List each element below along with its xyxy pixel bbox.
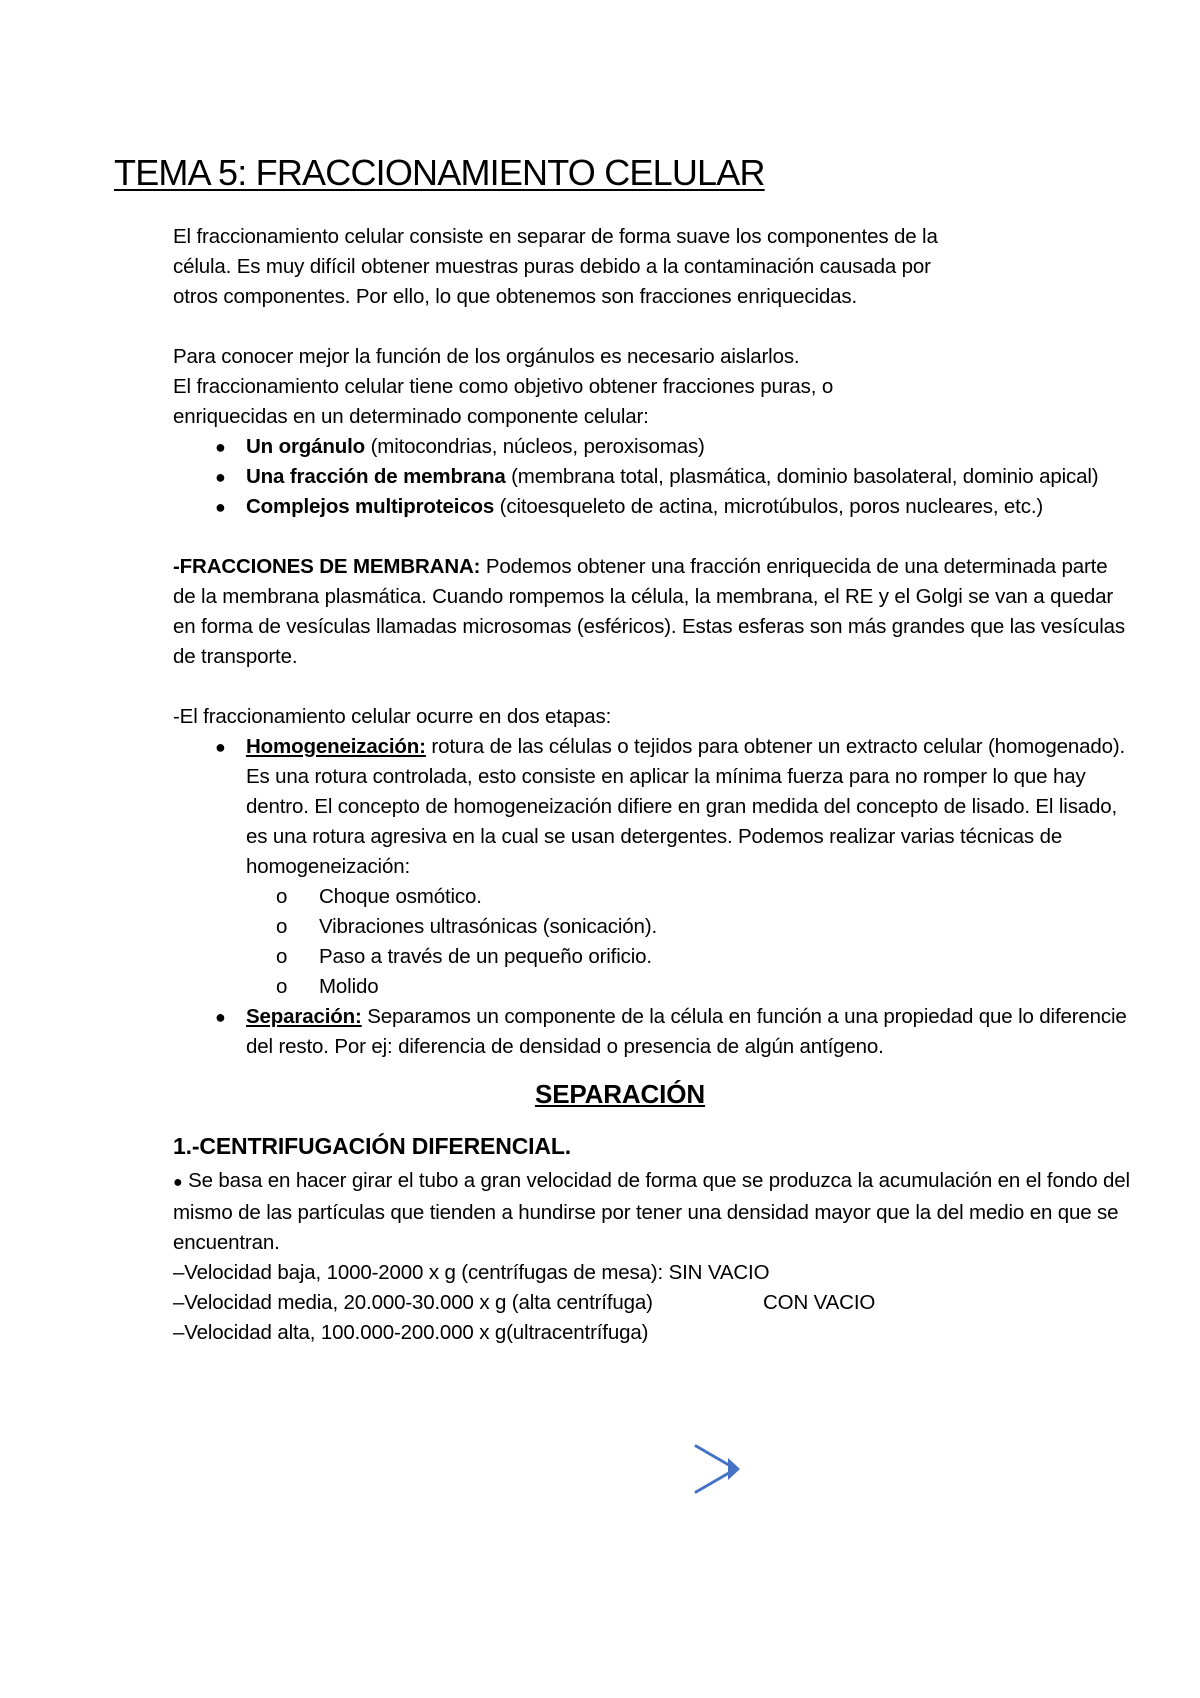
intro-line: célula. Es muy difícil obtener muestras puras debido a la contaminación causada por (173, 255, 931, 278)
list-item (173, 462, 1133, 492)
list-item (173, 492, 1133, 522)
item-bold: Complejos multiproteicos (246, 495, 495, 518)
purpose-line: Para conocer mejor la función de los orgánulos es necesario aislarlos. (173, 345, 800, 368)
technique-text: Vibraciones ultrasónicas (sonicación). (319, 915, 658, 938)
technique-text: Paso a través de un pequeño orificio. (319, 945, 652, 968)
stage-label: Homogeneización: (246, 735, 426, 758)
list-item (246, 882, 1133, 912)
item-text: (membrana total, plasmática, dominio basolateral, dominio apical) (505, 465, 1099, 488)
technique-text: Choque osmótico. (319, 885, 482, 908)
membrane-paragraph (173, 552, 1133, 672)
speed-row (173, 1318, 1133, 1348)
circle-bullet-icon: o (276, 885, 288, 908)
components-list (173, 432, 1133, 522)
techniques-list (246, 882, 1133, 1002)
vacuum-note: CON VACIO (763, 1291, 876, 1314)
list-item (246, 942, 1133, 972)
centrifugation-text: Se basa en hacer girar el tubo a gran velocidad de forma que se produzca la acumulación en el fondo del mismo de las partículas que tienden a hundirse por tener una densidad mayor que la del medio en que se encuentran. (173, 1169, 1130, 1254)
page-title: TEMA 5: FRACCIONAMIENTO CELULAR (114, 152, 765, 193)
stage-text: Separamos un componente de la célula en función a una propiedad que lo diferencie del resto. Por ej: diferencia de densidad o presencia de algún antígeno. (246, 1005, 1127, 1058)
circle-bullet-icon: o (276, 915, 288, 938)
bullet-icon: ● (215, 737, 226, 757)
bullet-icon: ● (215, 1007, 226, 1027)
speed-text: –Velocidad media, 20.000-30.000 x g (alta centrífuga) (173, 1291, 653, 1314)
bullet-icon: ● (215, 437, 226, 457)
intro-line: otros componentes. Por ello, lo que obtenemos son fracciones enriquecidas. (173, 285, 858, 308)
document-body (173, 222, 1133, 1348)
speed-text: –Velocidad alta, 100.000-200.000 x g(ultracentrífuga) (173, 1321, 649, 1344)
bullet-icon: ● (215, 467, 226, 487)
list-item (173, 732, 1133, 1002)
purpose-line: enriquecidas en un determinado componente celular: (173, 405, 649, 428)
membrane-label: -FRACCIONES DE MEMBRANA: (173, 555, 481, 578)
speed-row (173, 1258, 1133, 1288)
item-bold: Un orgánulo (246, 435, 366, 458)
list-item (246, 972, 1133, 1002)
bracket-arrow-icon (694, 1442, 746, 1504)
section-heading: SEPARACIÓN (535, 1079, 705, 1109)
stages-list (173, 732, 1133, 1062)
purpose-line: El fraccionamiento celular tiene como objetivo obtener fracciones puras, o (173, 375, 834, 398)
list-item (173, 432, 1133, 462)
list-item (173, 1002, 1133, 1062)
speed-text: –Velocidad baja, 1000-2000 x g (centrífugas de mesa): SIN VACIO (173, 1261, 770, 1284)
centrifugation-paragraph (173, 1166, 1133, 1258)
circle-bullet-icon: o (276, 945, 288, 968)
technique-text: Molido (319, 975, 379, 998)
stage-label: Separación: (246, 1005, 362, 1028)
stages-intro: -El fraccionamiento celular ocurre en dos etapas: (173, 705, 612, 728)
item-text: (mitocondrias, núcleos, peroxisomas) (365, 435, 705, 458)
list-item (246, 912, 1133, 942)
stage-text: rotura de las células o tejidos para obtener un extracto celular (homogenado). Es una rotura controlada, esto consiste en aplicar la mínima fuerza para no romper lo que hay dentro. El concepto de homogeneización difiere en gran medida del concepto de lisado. El lisado, es una rotura agresiva en la cual se usan detergentes. Podemos realizar varias técnicas de homogeneización: (246, 735, 1126, 878)
bullet-icon: ● (173, 1174, 183, 1191)
subsection-heading: 1.-CENTRIFUGACIÓN DIFERENCIAL. (173, 1133, 572, 1159)
item-bold: Una fracción de membrana (246, 465, 506, 488)
bullet-icon: ● (215, 497, 226, 517)
circle-bullet-icon: o (276, 975, 288, 998)
intro-line: El fraccionamiento celular consiste en separar de forma suave los componentes de la (173, 225, 938, 248)
item-text: (citoesqueleto de actina, microtúbulos, poros nucleares, etc.) (494, 495, 1044, 518)
membrane-text: Podemos obtener una fracción enriquecida de una determinada parte de la membrana plasmática. Cuando rompemos la célula, la membrana, el RE y el Golgi se van a quedar en forma de vesículas llamadas microsomas (esféricos). Estas esferas son más grandes que las vesículas de transporte. (173, 555, 1126, 668)
speed-row (173, 1288, 1133, 1318)
